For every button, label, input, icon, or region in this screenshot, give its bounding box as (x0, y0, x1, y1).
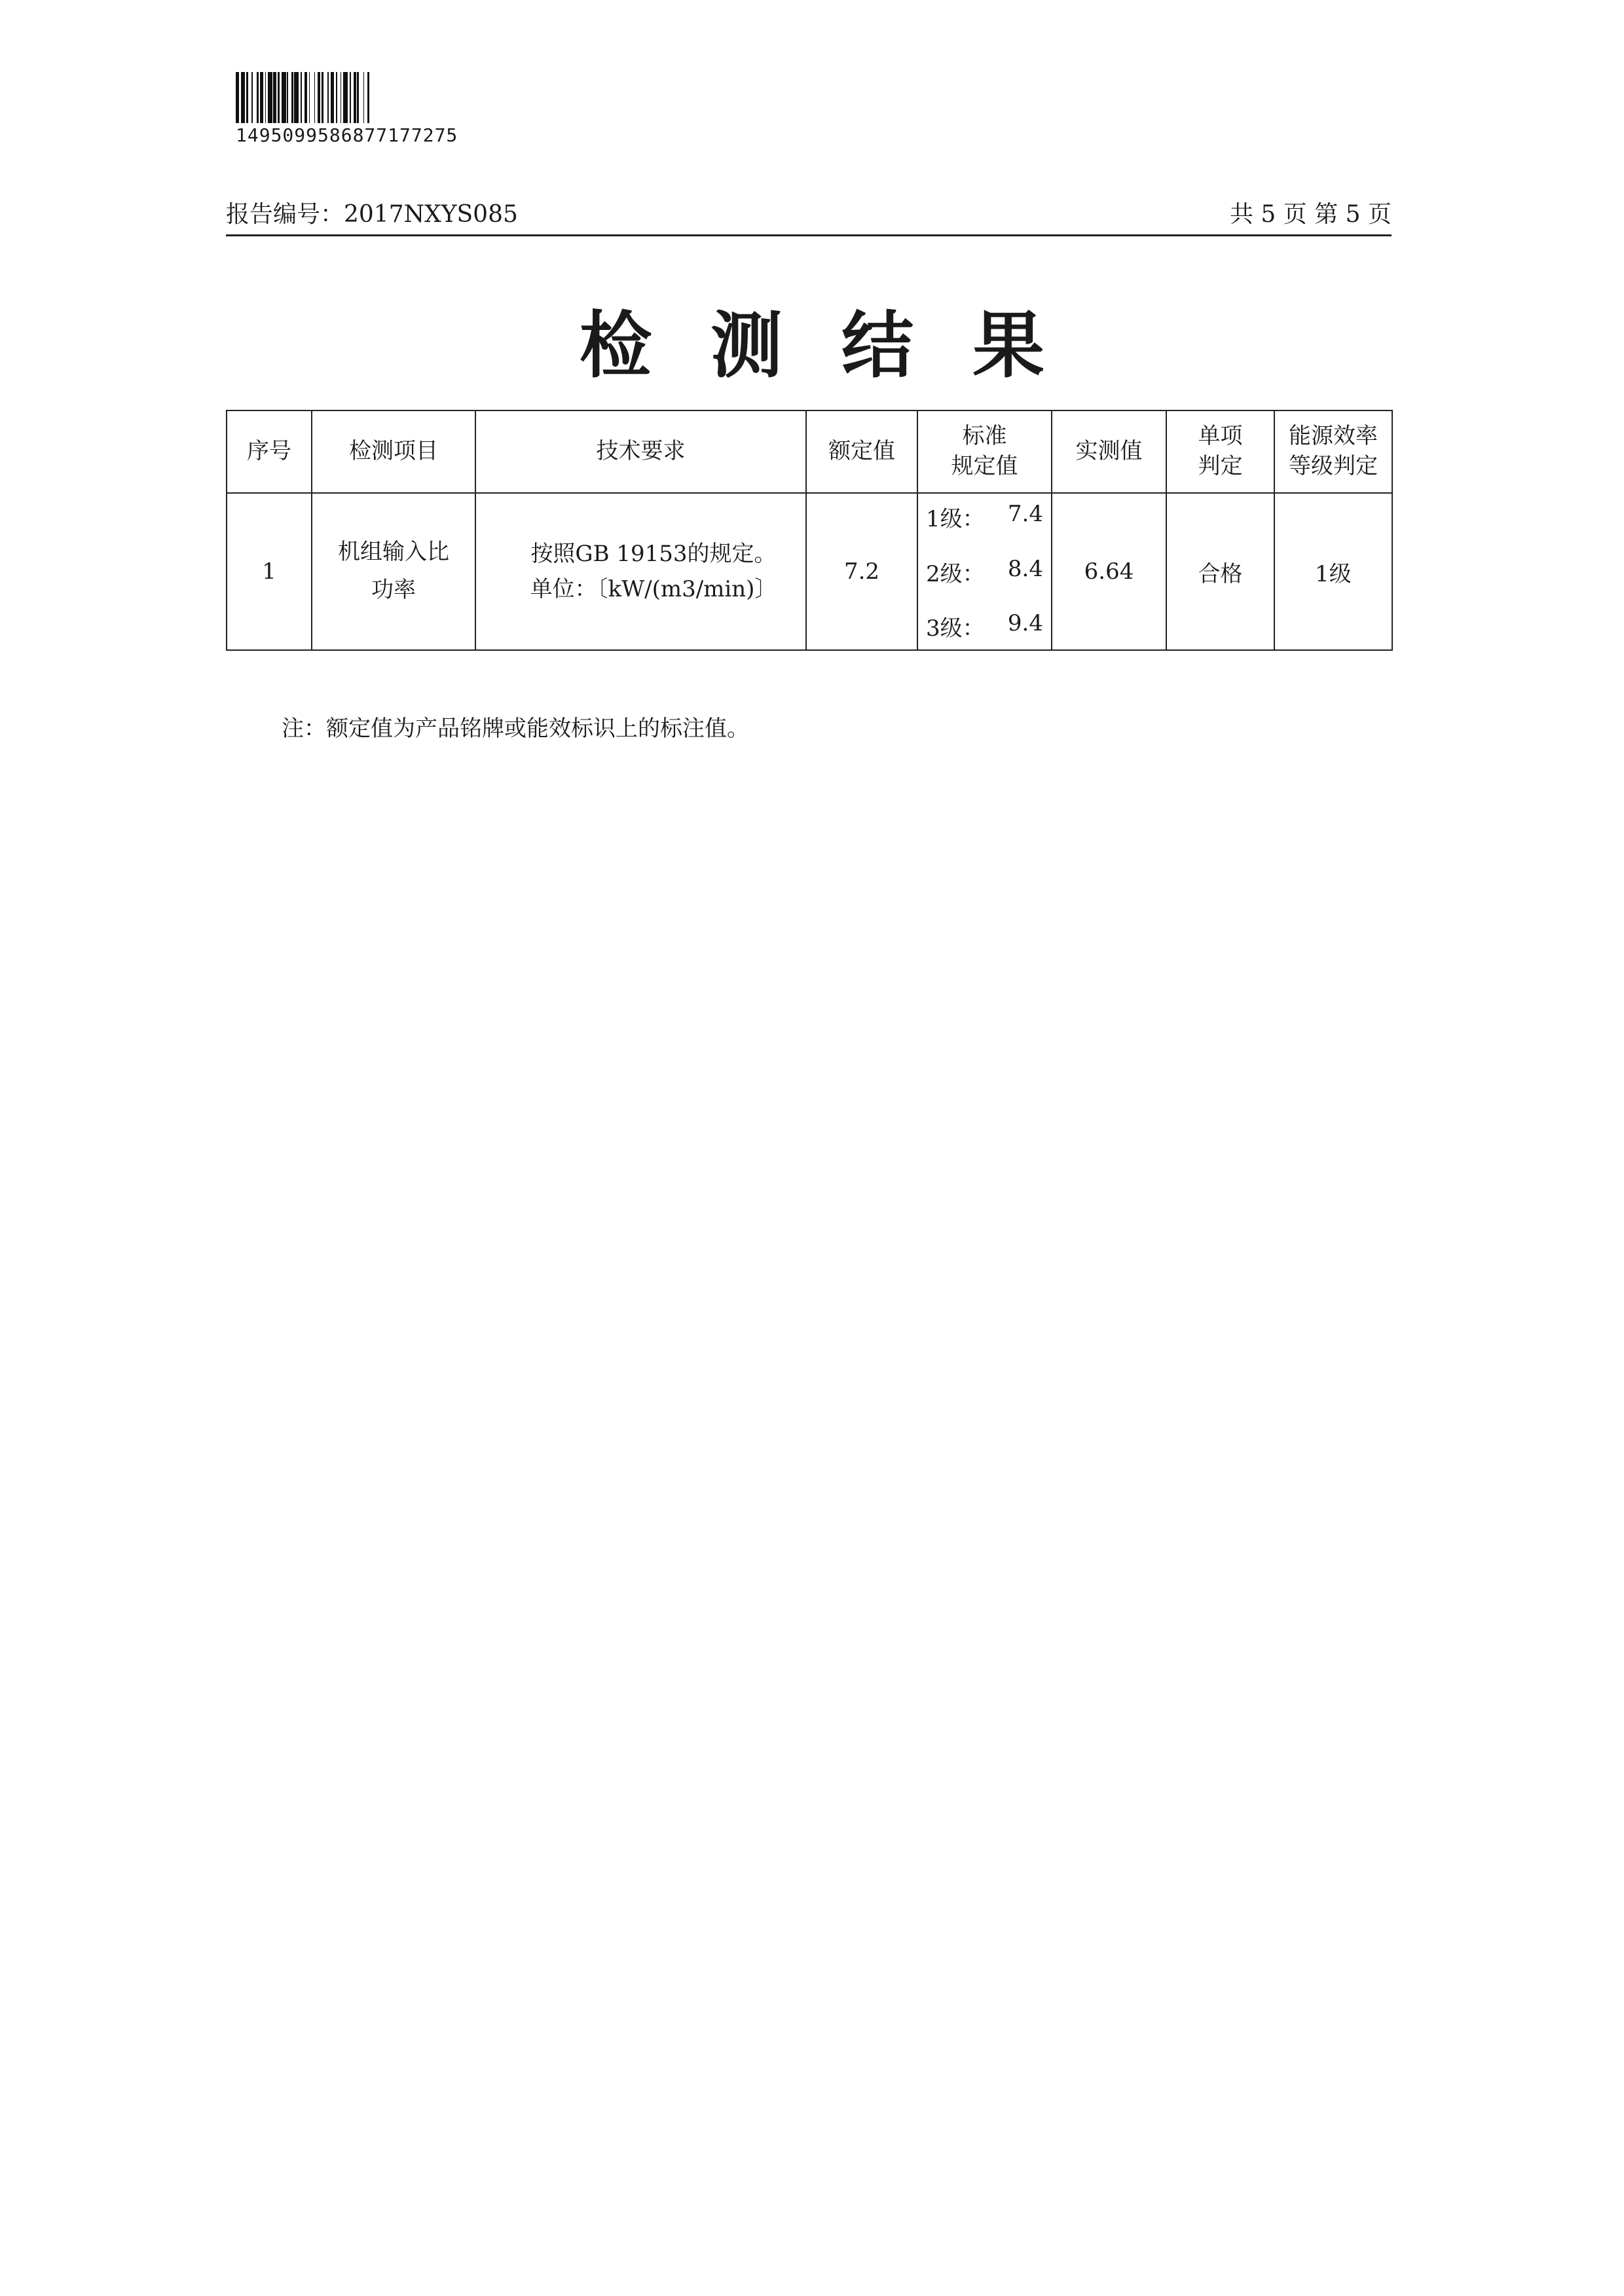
standard-grade-1 (926, 501, 1043, 533)
barcode-bars (236, 72, 491, 123)
cell-item (312, 493, 475, 650)
standard-grade-3 (926, 610, 1043, 642)
footnote: 注：额定值为产品铭牌或能效标识上的标注值。 (282, 716, 749, 742)
header-grade-line1: 能源效率 (1289, 423, 1378, 450)
standard-grade-3-value: 9.4 (1007, 610, 1043, 636)
header-rated: 额定值 (806, 410, 917, 493)
cell-measured: 6.64 (1052, 493, 1166, 650)
table-row (227, 493, 1392, 650)
header-single-line2: 判定 (1198, 453, 1243, 479)
cell-grade-judgement: 1级 (1274, 493, 1392, 650)
standard-grade-1-value: 7.4 (1007, 501, 1043, 527)
header-measured: 实测值 (1052, 410, 1166, 493)
cell-item-line2: 功率 (371, 577, 416, 603)
standard-grade-2-value: 8.4 (1007, 555, 1043, 582)
header-single-line1: 单项 (1198, 423, 1243, 450)
cell-requirement-line1: 按照GB 19153的规定。 (530, 540, 777, 567)
cell-requirement-line2: 单位：〔kW/(m3/min)〕 (530, 576, 777, 602)
report-number: 报告编号：2017NXYS085 (226, 201, 518, 228)
cell-rated: 7.2 (806, 493, 917, 650)
cell-seq: 1 (227, 493, 312, 650)
page-indicator: 共 5 页 第 5 页 (1229, 201, 1392, 228)
header-grade (1274, 410, 1392, 493)
cell-requirement (475, 493, 806, 650)
header-requirement: 技术要求 (475, 410, 806, 493)
header-seq: 序号 (227, 410, 312, 493)
standard-grade-1-label: 1级： (926, 506, 985, 532)
barcode-number: 1495099586877177275 (236, 124, 458, 146)
header-grade-line2: 等级判定 (1289, 453, 1378, 479)
header-single (1166, 410, 1274, 493)
results-table (226, 410, 1393, 651)
header-standard-line1: 标准 (962, 423, 1007, 450)
report-header (226, 190, 1392, 236)
table-header-row (227, 410, 1392, 493)
header-standard (917, 410, 1052, 493)
page-title: 检测结果 (580, 303, 1103, 388)
header-standard-line2: 规定值 (951, 453, 1018, 479)
cell-item-line1: 机组输入比 (338, 539, 449, 566)
standard-grade-2 (926, 556, 1043, 588)
standard-grade-2-label: 2级： (926, 560, 985, 587)
cell-single-judgement: 合格 (1166, 493, 1274, 650)
barcode-bar (369, 72, 371, 123)
standard-grade-3-label: 3级： (926, 615, 985, 642)
cell-standard (917, 493, 1052, 650)
header-item: 检测项目 (312, 410, 475, 493)
barcode (236, 72, 491, 146)
